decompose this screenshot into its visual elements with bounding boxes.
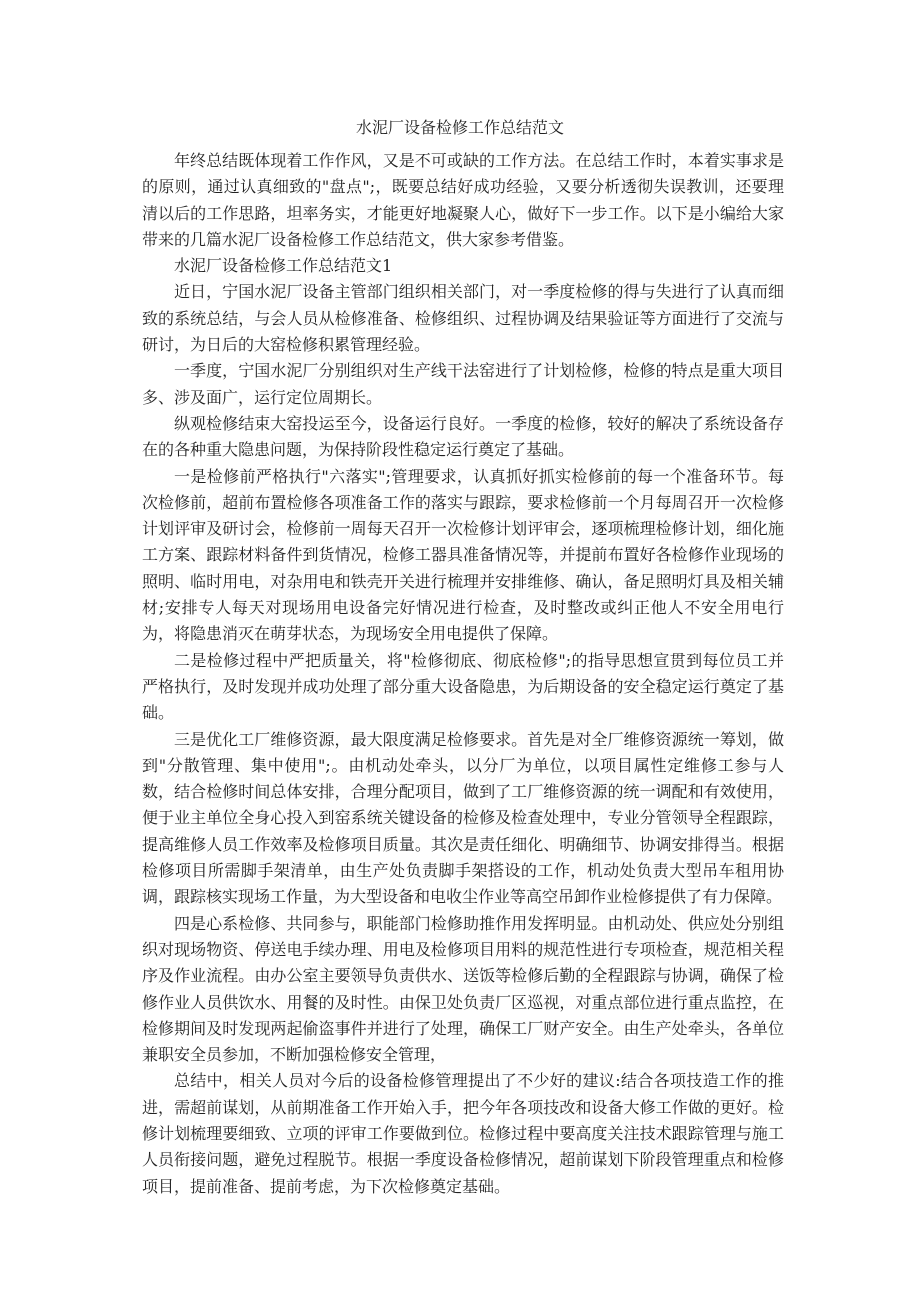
document-title: 水泥厂设备检修工作总结范文 bbox=[355, 118, 564, 137]
paragraph: 一季度，宁国水泥厂分别组织对生产线干法窑进行了计划检修，检修的特点是重大项目多、涉及面广，运行定位周期长。 bbox=[142, 361, 784, 407]
paragraph-intro: 年终总结既体现着工作作风，又是不可或缺的工作方法。在总结工作时，本着实事求是的原则，通过认真细致的"盘点";，既要总结好成功经验，又要分析透彻失误教训，还要理清以后的工作思路，坦率务实，才能更好地凝聚人心，做好下一步工作。以下是小编给大家带来的几篇水泥厂设备检修工作总结范文，供大家参考借鉴。 bbox=[142, 151, 784, 249]
paragraph: 近日，宁国水泥厂设备主管部门组织相关部门，对一季度检修的得与失进行了认真而细致的系统总结，与会人员从检修准备、检修组织、过程协调及结果验证等方面进行了交流与研讨，为日后的大窑检修积累管理经验。 bbox=[142, 282, 784, 355]
document-body bbox=[142, 148, 784, 1200]
paragraph-conclusion: 总结中，相关人员对今后的设备检修管理提出了不少好的建议:结合各项技造工作的推进，需超前谋划，从前期准备工作开始入手，把今年各项技改和设备大修工作做的更好。检修计划梳理要细致、立项的评审工作要做到位。检修过程中要高度关注技术跟踪管理与施工人员衔接问题，避免过程脱节。根据一季度设备检修情况，超前谋划下阶段管理重点和检修项目，提前准备、提前考虑，为下次检修奠定基础。 bbox=[142, 1071, 784, 1196]
paragraph: 三是优化工厂维修资源，最大限度满足检修要求。首先是对全厂维修资源统一筹划，做到"分散管理、集中使用";。由机动处牵头，以分厂为单位，以项目属性定维修工参与人数，结合检修时间总体安排，合理分配项目，做到了工厂维修资源的统一调配和有效使用，便于业主单位全身心投入到窑系统关键设备的检修及检查处理中，专业分管领导全程跟踪，提高维修人员工作效率及检修项目质量。其次是责任细化、明确细节、协调安排得当。根据检修项目所需脚手架清单，由生产处负责脚手架搭设的工作，机动处负责大型吊车租用协调，跟踪核实现场工作量，为大型设备和电收尘作业等高空吊卸作业检修提供了有力保障。 bbox=[142, 729, 784, 907]
paragraph: 一是检修前严格执行"六落实";管理要求，认真抓好抓实检修前的每一个准备环节。每次检修前，超前布置检修各项准备工作的落实与跟踪，要求检修前一个月每周召开一次检修计划评审及研讨会，检修前一周每天召开一次检修计划评审会，逐项梳理检修计划，细化施工方案、跟踪材料备件到货情况，检修工器具准备情况等，并提前布置好各检修作业现场的照明、临时用电，对杂用电和铁壳开关进行梳理并安排维修、确认，备足照明灯具及相关辅材;安排专人每天对现场用电设备完好情况进行检查，及时整改或纠正他人不安全用电行为，将隐患消灭在萌芽状态，为现场安全用电提供了保障。 bbox=[142, 466, 784, 644]
section-heading: 水泥厂设备检修工作总结范文1 bbox=[174, 256, 393, 276]
paragraph: 四是心系检修、共同参与，职能部门检修助推作用发挥明显。由机动处、供应处分别组织对现场物资、停送电手续办理、用电及检修项目用料的规范性进行专项检查，规范相关程序及作业流程。由办公室主要领导负责供水、送饭等检修后勤的全程跟踪与协调，确保了检修作业人员供饮水、用餐的及时性。由保卫处负责厂区巡视，对重点部位进行重点监控，在检修期间及时发现两起偷盗事件并进行了处理，确保工厂财产安全。由生产处牵头，各单位兼职安全员参加，不断加强检修安全管理， bbox=[142, 913, 784, 1065]
paragraph: 纵观检修结束大窑投运至今，设备运行良好。一季度的检修，较好的解决了系统设备存在的各种重大隐患问题，为保持阶段性稳定运行奠定了基础。 bbox=[142, 413, 784, 460]
paragraph: 二是检修过程中严把质量关，将"检修彻底、彻底检修";的指导思想宣贯到每位员工并严格执行，及时发现并成功处理了部分重大设备隐患，为后期设备的安全稳定运行奠定了基础。 bbox=[142, 650, 784, 723]
